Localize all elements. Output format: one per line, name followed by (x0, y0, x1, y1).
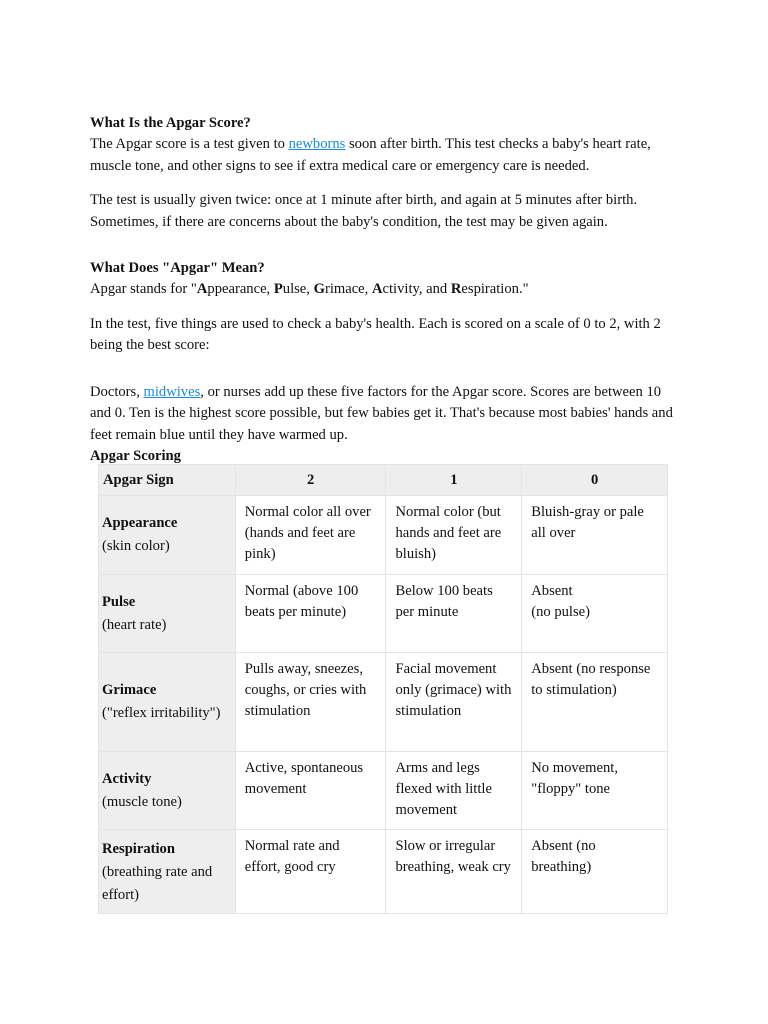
paragraph-apgar-acronym (90, 279, 680, 301)
header-apgar-sign: Apgar Sign (99, 465, 236, 496)
acronym-letter-a2: A (371, 281, 383, 297)
intro-text-after: soon after birth. This test checks a baby's heart rate, muscle tone, and other signs to see if extra medical care or emergency care is needed. (90, 136, 651, 174)
sign-name: Appearance (102, 515, 178, 531)
paragraph-who-scores (90, 382, 680, 447)
table-row (99, 496, 668, 575)
score-0-cell: Absent (no pulse) (522, 575, 668, 653)
score-2-cell: Normal rate and effort, good cry (235, 830, 386, 914)
heading-what-is-apgar: What Is the Apgar Score? (90, 115, 251, 131)
sign-cell (99, 575, 236, 653)
sign-desc: ("reflex irritability") (102, 705, 221, 721)
acronym-appearance: ppearance, (207, 281, 274, 297)
sign-name: Respiration (102, 841, 175, 857)
sign-name: Grimace (102, 682, 157, 698)
score-2-cell: Pulls away, sneezes, coughs, or cries with stimulation (235, 653, 386, 752)
header-score-2: 2 (235, 465, 386, 496)
acronym-grimace: rimace, (324, 281, 372, 297)
paragraph-test-timing: The test is usually given twice: once at 1 minute after birth, and again at 5 minutes after birth. Sometimes, if there are concerns about the baby's condition, the test may be given again. (90, 192, 638, 230)
intro-text-before: The Apgar score is a test given to (90, 136, 289, 152)
table-row (99, 653, 668, 752)
paragraph-intro (90, 134, 680, 177)
table-header-row (99, 465, 668, 496)
midwives-link[interactable]: midwives (143, 383, 201, 400)
acronym-letter-g: G (313, 281, 325, 297)
paragraph-scoring-scale: In the test, five things are used to check a baby's health. Each is scored on a scale of 0 to 2, with 2 being the best score: (90, 315, 661, 353)
score-2-cell: Active, spontaneous movement (235, 752, 386, 830)
score-1-cell: Below 100 beats per minute (386, 575, 522, 653)
acronym-letter-p: P (273, 281, 283, 297)
article (90, 113, 680, 466)
sign-desc: (muscle tone) (102, 793, 182, 810)
score-0-cell: No movement, "floppy" tone (522, 752, 668, 830)
table-row (99, 830, 668, 914)
header-score-1: 1 (386, 465, 522, 496)
sign-cell (99, 496, 236, 575)
sign-cell (99, 752, 236, 830)
acronym-letter-a: A (196, 281, 208, 297)
sign-desc: (heart rate) (102, 616, 167, 633)
score-1-cell: Normal color (but hands and feet are bluish) (386, 496, 522, 575)
table-row (99, 752, 668, 830)
score-0-cell: Bluish-gray or pale all over (522, 496, 668, 575)
acronym-respiration: espiration." (461, 281, 529, 297)
newborns-link[interactable]: newborns (288, 136, 346, 152)
score-0-cell: Absent (no breathing) (522, 830, 668, 914)
acronym-pulse: ulse, (282, 281, 314, 297)
score-1-cell: Slow or irregular breathing, weak cry (386, 830, 522, 914)
sign-desc: (breathing rate and effort) (102, 864, 213, 903)
apgar-scoring-table (98, 464, 668, 914)
heading-apgar-meaning: What Does "Apgar" Mean? (90, 260, 265, 276)
score-0-cell: Absent (no response to stimulation) (522, 653, 668, 752)
score-1-cell: Facial movement only (grimace) with stimulation (386, 653, 522, 752)
header-score-0: 0 (522, 465, 668, 496)
table-title: Apgar Scoring (90, 448, 181, 464)
who-text-before: Doctors, (90, 383, 144, 400)
score-2-cell: Normal color all over (hands and feet are pink) (235, 496, 386, 575)
score-1-cell: Arms and legs flexed with little movement (386, 752, 522, 830)
acronym-activity: ctivity, and (382, 281, 451, 297)
sign-desc: (skin color) (102, 538, 170, 554)
acronym-prefix: Apgar stands for " (90, 281, 197, 297)
acronym-letter-r: R (450, 281, 462, 297)
sign-name: Pulse (102, 593, 136, 610)
sign-cell (99, 653, 236, 752)
table-row (99, 575, 668, 653)
score-2-cell: Normal (above 100 beats per minute) (235, 575, 386, 653)
sign-name: Activity (102, 770, 152, 787)
sign-cell (99, 830, 236, 914)
who-text-after: , or nurses add up these five factors for the Apgar score. Scores are between 10 and 0. Ten is the highest score possible, but few babies get it. That's because most babies' hands and feet remain blue until they have warmed up. (90, 383, 673, 443)
